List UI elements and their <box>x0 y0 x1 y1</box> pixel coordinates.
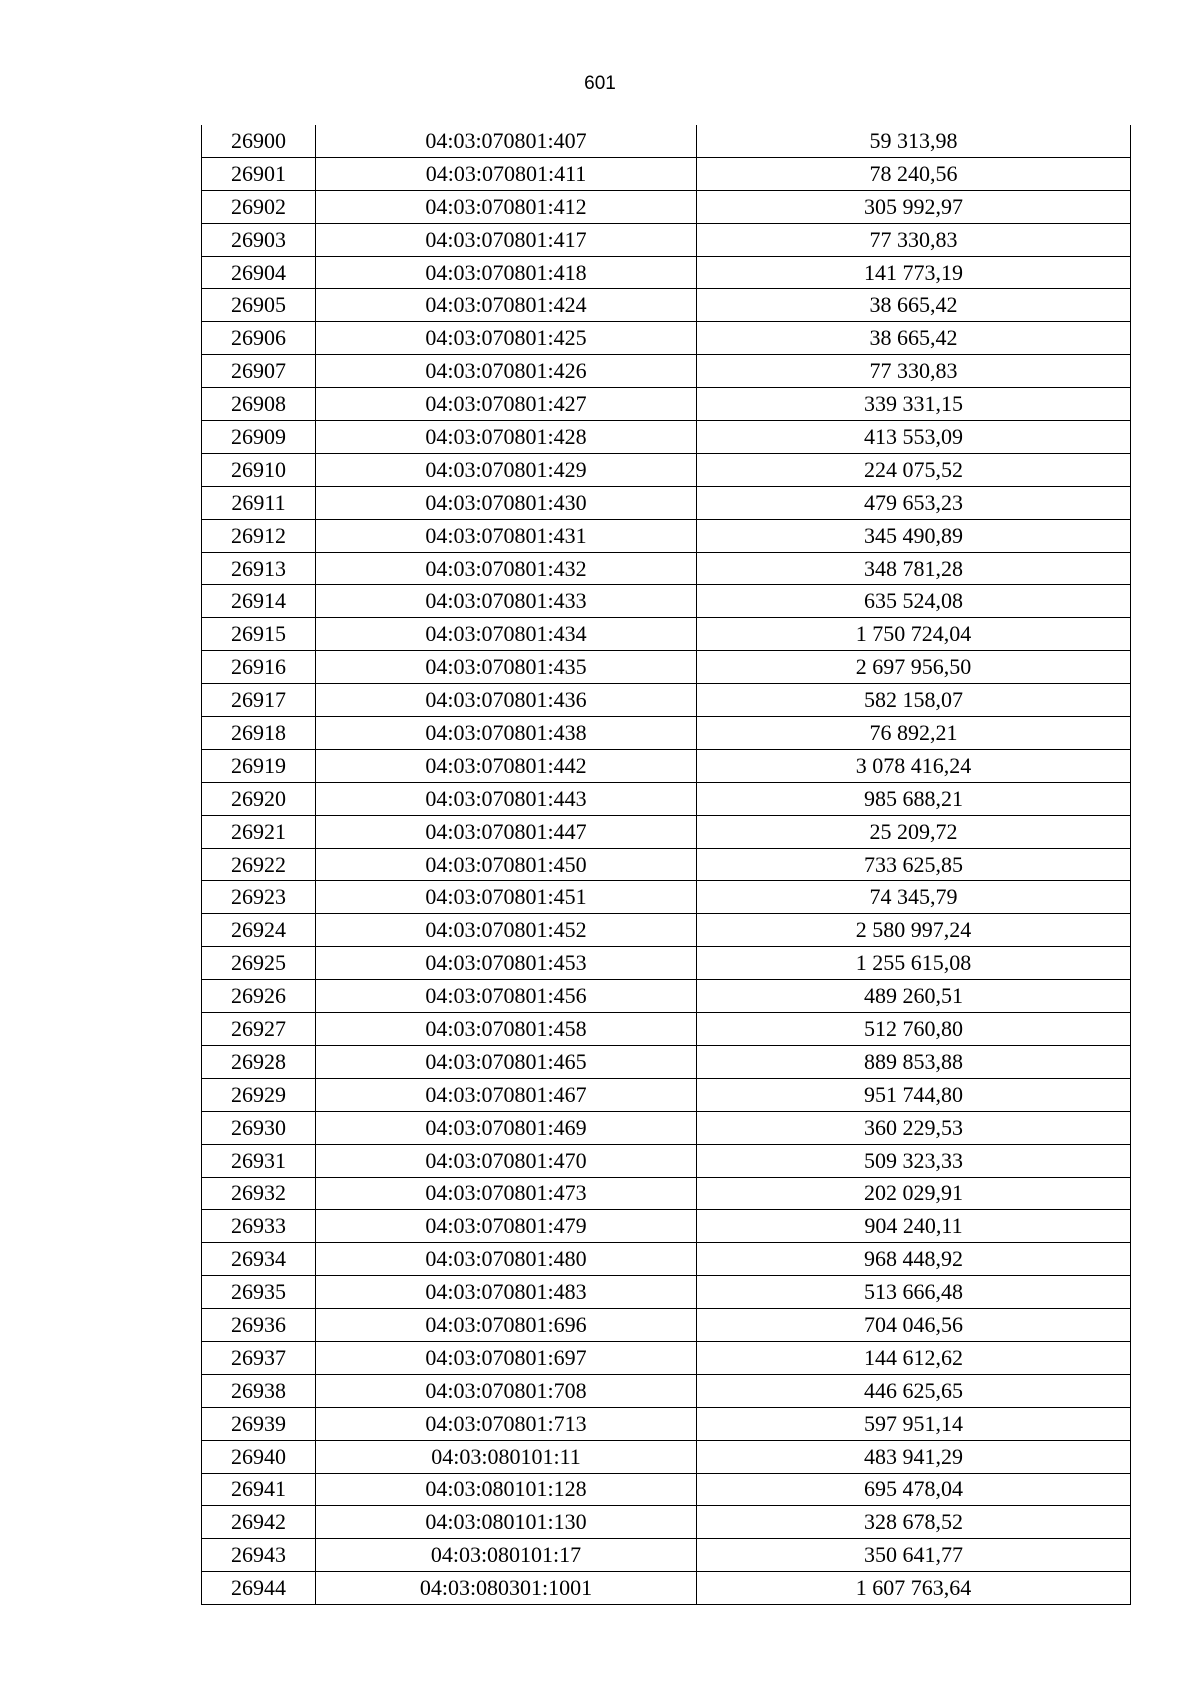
table-row <box>202 618 1131 651</box>
value-cell: 348 781,28 <box>697 552 1131 585</box>
cadastral-number-cell: 04:03:070801:473 <box>316 1177 697 1210</box>
table-row <box>202 289 1131 322</box>
value-cell: 1 255 615,08 <box>697 947 1131 980</box>
value-cell: 413 553,09 <box>697 421 1131 454</box>
row-number-cell: 26901 <box>202 157 316 190</box>
cadastral-number-cell: 04:03:070801:467 <box>316 1078 697 1111</box>
row-number-cell: 26927 <box>202 1013 316 1046</box>
cadastral-number-cell: 04:03:070801:713 <box>316 1407 697 1440</box>
table-row <box>202 1407 1131 1440</box>
row-number-cell: 26919 <box>202 749 316 782</box>
table-row <box>202 782 1131 815</box>
cadastral-number-cell: 04:03:070801:465 <box>316 1045 697 1078</box>
value-cell: 483 941,29 <box>697 1440 1131 1473</box>
value-cell: 38 665,42 <box>697 289 1131 322</box>
row-number-cell: 26925 <box>202 947 316 980</box>
row-number-cell: 26923 <box>202 881 316 914</box>
cadastral-number-cell: 04:03:070801:708 <box>316 1374 697 1407</box>
table-row <box>202 1572 1131 1605</box>
table-row <box>202 1243 1131 1276</box>
value-cell: 59 313,98 <box>697 125 1131 157</box>
value-cell: 328 678,52 <box>697 1506 1131 1539</box>
row-number-cell: 26906 <box>202 322 316 355</box>
row-number-cell: 26905 <box>202 289 316 322</box>
cadastral-number-cell: 04:03:070801:696 <box>316 1309 697 1342</box>
cadastral-number-cell: 04:03:070801:450 <box>316 848 697 881</box>
row-number-cell: 26910 <box>202 453 316 486</box>
table-row <box>202 1045 1131 1078</box>
row-number-cell: 26937 <box>202 1341 316 1374</box>
cadastral-number-cell: 04:03:070801:435 <box>316 651 697 684</box>
value-cell: 1 750 724,04 <box>697 618 1131 651</box>
value-cell: 77 330,83 <box>697 355 1131 388</box>
table-row <box>202 453 1131 486</box>
cadastral-number-cell: 04:03:070801:417 <box>316 223 697 256</box>
value-cell: 968 448,92 <box>697 1243 1131 1276</box>
cadastral-number-cell: 04:03:070801:418 <box>316 256 697 289</box>
cadastral-number-cell: 04:03:070801:434 <box>316 618 697 651</box>
value-cell: 695 478,04 <box>697 1473 1131 1506</box>
value-cell: 2 697 956,50 <box>697 651 1131 684</box>
table-row <box>202 355 1131 388</box>
cadastral-number-cell: 04:03:070801:430 <box>316 486 697 519</box>
table-row <box>202 815 1131 848</box>
cadastral-number-cell: 04:03:070801:469 <box>316 1111 697 1144</box>
value-cell: 904 240,11 <box>697 1210 1131 1243</box>
cadastral-number-cell: 04:03:070801:470 <box>316 1144 697 1177</box>
value-cell: 345 490,89 <box>697 519 1131 552</box>
table-row <box>202 486 1131 519</box>
table-row <box>202 1078 1131 1111</box>
table-row <box>202 256 1131 289</box>
value-cell: 582 158,07 <box>697 684 1131 717</box>
table-row <box>202 881 1131 914</box>
value-cell: 513 666,48 <box>697 1276 1131 1309</box>
row-number-cell: 26902 <box>202 190 316 223</box>
value-cell: 1 607 763,64 <box>697 1572 1131 1605</box>
cadastral-number-cell: 04:03:080301:1001 <box>316 1572 697 1605</box>
cadastral-number-cell: 04:03:070801:412 <box>316 190 697 223</box>
value-cell: 985 688,21 <box>697 782 1131 815</box>
row-number-cell: 26943 <box>202 1539 316 1572</box>
cadastral-number-cell: 04:03:070801:479 <box>316 1210 697 1243</box>
registry-table-body <box>202 125 1131 1605</box>
row-number-cell: 26912 <box>202 519 316 552</box>
row-number-cell: 26934 <box>202 1243 316 1276</box>
table-row <box>202 1506 1131 1539</box>
cadastral-number-cell: 04:03:070801:447 <box>316 815 697 848</box>
row-number-cell: 26928 <box>202 1045 316 1078</box>
value-cell: 141 773,19 <box>697 256 1131 289</box>
value-cell: 38 665,42 <box>697 322 1131 355</box>
cadastral-number-cell: 04:03:070801:438 <box>316 717 697 750</box>
cadastral-number-cell: 04:03:070801:431 <box>316 519 697 552</box>
table-row <box>202 1374 1131 1407</box>
cadastral-number-cell: 04:03:080101:130 <box>316 1506 697 1539</box>
value-cell: 889 853,88 <box>697 1045 1131 1078</box>
row-number-cell: 26939 <box>202 1407 316 1440</box>
table-row <box>202 1177 1131 1210</box>
table-row <box>202 1276 1131 1309</box>
row-number-cell: 26936 <box>202 1309 316 1342</box>
cadastral-number-cell: 04:03:080101:11 <box>316 1440 697 1473</box>
table-row <box>202 717 1131 750</box>
value-cell: 224 075,52 <box>697 453 1131 486</box>
row-number-cell: 26911 <box>202 486 316 519</box>
cadastral-number-cell: 04:03:070801:442 <box>316 749 697 782</box>
row-number-cell: 26917 <box>202 684 316 717</box>
cadastral-number-cell: 04:03:070801:456 <box>316 980 697 1013</box>
value-cell: 489 260,51 <box>697 980 1131 1013</box>
value-cell: 951 744,80 <box>697 1078 1131 1111</box>
cadastral-number-cell: 04:03:070801:424 <box>316 289 697 322</box>
cadastral-number-cell: 04:03:070801:443 <box>316 782 697 815</box>
table-row <box>202 585 1131 618</box>
table-row <box>202 421 1131 454</box>
cadastral-number-cell: 04:03:070801:480 <box>316 1243 697 1276</box>
cadastral-number-cell: 04:03:070801:432 <box>316 552 697 585</box>
cadastral-number-cell: 04:03:070801:451 <box>316 881 697 914</box>
table-row <box>202 1111 1131 1144</box>
table-row <box>202 1341 1131 1374</box>
value-cell: 350 641,77 <box>697 1539 1131 1572</box>
cadastral-number-cell: 04:03:080101:17 <box>316 1539 697 1572</box>
row-number-cell: 26913 <box>202 552 316 585</box>
row-number-cell: 26931 <box>202 1144 316 1177</box>
table-row <box>202 684 1131 717</box>
row-number-cell: 26909 <box>202 421 316 454</box>
row-number-cell: 26900 <box>202 125 316 157</box>
value-cell: 733 625,85 <box>697 848 1131 881</box>
cadastral-number-cell: 04:03:070801:458 <box>316 1013 697 1046</box>
row-number-cell: 26904 <box>202 256 316 289</box>
row-number-cell: 26932 <box>202 1177 316 1210</box>
value-cell: 74 345,79 <box>697 881 1131 914</box>
table-row <box>202 190 1131 223</box>
cadastral-number-cell: 04:03:070801:483 <box>316 1276 697 1309</box>
value-cell: 76 892,21 <box>697 717 1131 750</box>
row-number-cell: 26922 <box>202 848 316 881</box>
value-cell: 512 760,80 <box>697 1013 1131 1046</box>
cadastral-number-cell: 04:03:070801:427 <box>316 388 697 421</box>
cadastral-number-cell: 04:03:070801:697 <box>316 1341 697 1374</box>
value-cell: 77 330,83 <box>697 223 1131 256</box>
row-number-cell: 26914 <box>202 585 316 618</box>
table-row <box>202 1013 1131 1046</box>
value-cell: 597 951,14 <box>697 1407 1131 1440</box>
cadastral-number-cell: 04:03:070801:425 <box>316 322 697 355</box>
cadastral-number-cell: 04:03:070801:429 <box>316 453 697 486</box>
table-row <box>202 947 1131 980</box>
table-row <box>202 157 1131 190</box>
value-cell: 305 992,97 <box>697 190 1131 223</box>
table-row <box>202 914 1131 947</box>
row-number-cell: 26942 <box>202 1506 316 1539</box>
table-row <box>202 848 1131 881</box>
table-row <box>202 1440 1131 1473</box>
row-number-cell: 26921 <box>202 815 316 848</box>
table-row <box>202 980 1131 1013</box>
table-row <box>202 322 1131 355</box>
cadastral-number-cell: 04:03:070801:426 <box>316 355 697 388</box>
registry-table <box>201 125 1131 1605</box>
table-row <box>202 1539 1131 1572</box>
cadastral-number-cell: 04:03:070801:452 <box>316 914 697 947</box>
value-cell: 479 653,23 <box>697 486 1131 519</box>
value-cell: 78 240,56 <box>697 157 1131 190</box>
row-number-cell: 26908 <box>202 388 316 421</box>
table-row <box>202 519 1131 552</box>
page-number: 601 <box>584 73 616 94</box>
row-number-cell: 26903 <box>202 223 316 256</box>
cadastral-number-cell: 04:03:070801:411 <box>316 157 697 190</box>
table-row <box>202 552 1131 585</box>
value-cell: 509 323,33 <box>697 1144 1131 1177</box>
value-cell: 25 209,72 <box>697 815 1131 848</box>
table-row <box>202 1309 1131 1342</box>
row-number-cell: 26940 <box>202 1440 316 1473</box>
row-number-cell: 26907 <box>202 355 316 388</box>
row-number-cell: 26933 <box>202 1210 316 1243</box>
row-number-cell: 26944 <box>202 1572 316 1605</box>
cadastral-number-cell: 04:03:070801:453 <box>316 947 697 980</box>
table-row <box>202 1473 1131 1506</box>
cadastral-number-cell: 04:03:070801:436 <box>316 684 697 717</box>
table-row <box>202 749 1131 782</box>
value-cell: 2 580 997,24 <box>697 914 1131 947</box>
value-cell: 144 612,62 <box>697 1341 1131 1374</box>
table-row <box>202 1144 1131 1177</box>
value-cell: 339 331,15 <box>697 388 1131 421</box>
value-cell: 635 524,08 <box>697 585 1131 618</box>
row-number-cell: 26938 <box>202 1374 316 1407</box>
row-number-cell: 26918 <box>202 717 316 750</box>
row-number-cell: 26916 <box>202 651 316 684</box>
table-row <box>202 223 1131 256</box>
row-number-cell: 26915 <box>202 618 316 651</box>
table-row <box>202 651 1131 684</box>
table-row <box>202 388 1131 421</box>
value-cell: 704 046,56 <box>697 1309 1131 1342</box>
cadastral-number-cell: 04:03:070801:428 <box>316 421 697 454</box>
row-number-cell: 26941 <box>202 1473 316 1506</box>
row-number-cell: 26920 <box>202 782 316 815</box>
value-cell: 202 029,91 <box>697 1177 1131 1210</box>
row-number-cell: 26929 <box>202 1078 316 1111</box>
table-row <box>202 125 1131 157</box>
row-number-cell: 26924 <box>202 914 316 947</box>
row-number-cell: 26926 <box>202 980 316 1013</box>
cadastral-number-cell: 04:03:070801:407 <box>316 125 697 157</box>
value-cell: 3 078 416,24 <box>697 749 1131 782</box>
cadastral-number-cell: 04:03:070801:433 <box>316 585 697 618</box>
row-number-cell: 26935 <box>202 1276 316 1309</box>
cadastral-number-cell: 04:03:080101:128 <box>316 1473 697 1506</box>
table-row <box>202 1210 1131 1243</box>
row-number-cell: 26930 <box>202 1111 316 1144</box>
value-cell: 446 625,65 <box>697 1374 1131 1407</box>
value-cell: 360 229,53 <box>697 1111 1131 1144</box>
